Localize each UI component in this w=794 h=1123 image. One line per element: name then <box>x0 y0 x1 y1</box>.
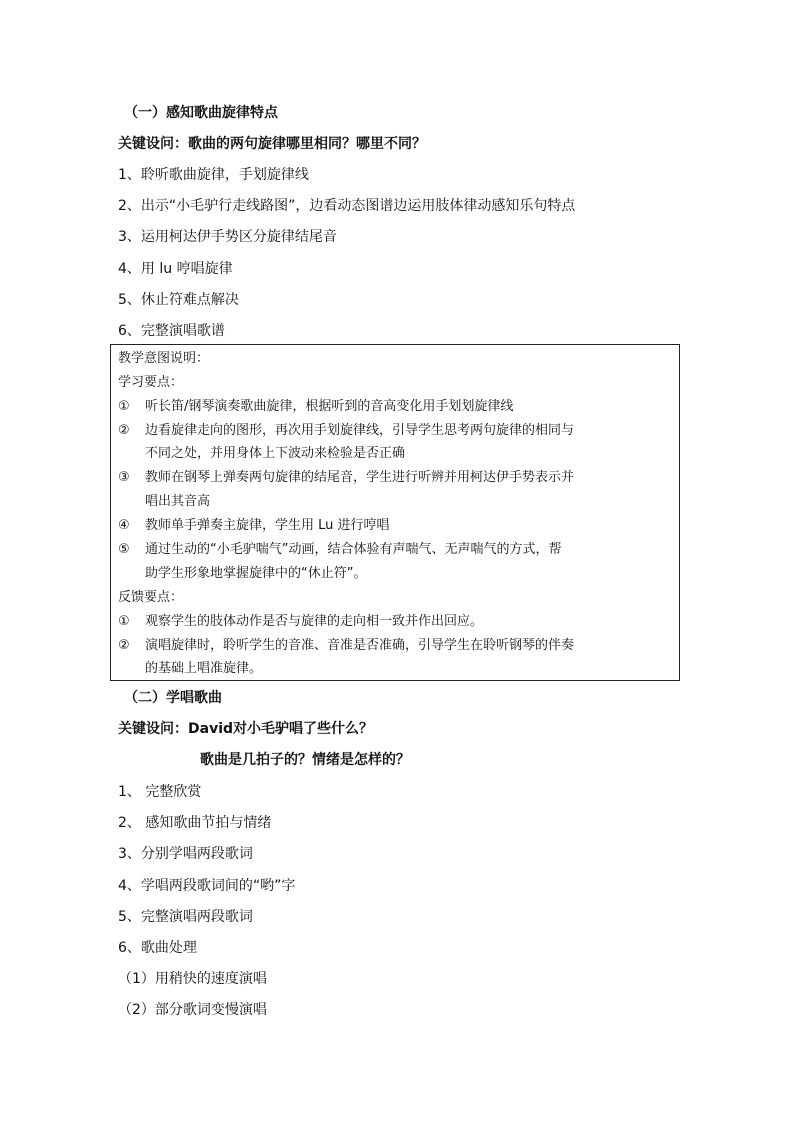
learning-point-number: ② <box>118 423 130 438</box>
learning-point-number: ⑤ <box>118 542 130 557</box>
section2-substep: （1）用稍快的速度演唱 <box>118 971 267 987</box>
learning-point-number: ③ <box>118 470 130 485</box>
feedback-point-text: 演唱旋律时，聆听学生的音准、音准是否准确，引导学生在聆听钢琴的伴奏 <box>145 638 575 653</box>
learning-point-text: 通过生动的“小毛驴喘气”动画，结合体验有声喘气、无声喘气的方式，帮 <box>145 542 562 557</box>
section1-step: 3、运用柯达伊手势区分旋律结尾音 <box>118 229 337 245</box>
learning-point-text-cont: 唱出其音高 <box>145 494 211 509</box>
learning-point-text: 教师在钢琴上弹奏两句旋律的结尾音，学生进行听辨并用柯达伊手势表示并 <box>145 470 575 485</box>
section2-step: 2、 感知歌曲节拍与情绪 <box>118 815 272 831</box>
section1-step: 6、完整演唱歌谱 <box>118 323 225 339</box>
section2-key-question: 关键设问：David对小毛驴唱了些什么？ <box>118 721 374 737</box>
section1-step: 1、聆听歌曲旋律，手划旋律线 <box>118 167 309 183</box>
intent-title: 教学意图说明： <box>118 351 210 366</box>
section2-step: 5、完整演唱两段歌词 <box>118 909 253 925</box>
learning-point-text-cont: 不同之处，并用身体上下波动来检验是否正确 <box>145 446 406 461</box>
learning-point-text: 边看旋律走向的图形，再次用手划旋律线，引导学生思考两句旋律的相同与 <box>145 423 575 438</box>
learning-points-label: 学习要点： <box>118 375 184 390</box>
section2-substep: （2）部分歌词变慢演唱 <box>118 1002 267 1018</box>
section2-key-question-2: 歌曲是几拍子的？情绪是怎样的？ <box>200 752 410 768</box>
feedback-point-text: 观察学生的肢体动作是否与旋律的走向相一致并作出回应。 <box>145 614 484 629</box>
learning-point-text: 听长笛/钢琴演奏歌曲旋律，根据听到的音高变化用手划划旋律线 <box>145 399 514 414</box>
learning-point-number: ① <box>118 399 130 414</box>
section2-step: 1、 完整欣赏 <box>118 784 202 800</box>
feedback-point-number: ① <box>118 614 130 629</box>
section1-heading: （一）感知歌曲旋律特点 <box>124 105 278 121</box>
feedback-point-text-cont: 的基础上唱准旋律。 <box>145 661 263 676</box>
feedback-points-label: 反馈要点： <box>118 590 184 605</box>
section2-step: 3、分别学唱两段歌词 <box>118 846 253 862</box>
learning-point-text: 教师单手弹奏主旋律，学生用 Lu 进行哼唱 <box>145 518 390 533</box>
feedback-point-number: ② <box>118 638 130 653</box>
section2-step: 6、歌曲处理 <box>118 940 197 956</box>
section2-heading: （二）学唱歌曲 <box>124 690 222 706</box>
section1-key-question: 关键设问：歌曲的两句旋律哪里相同？哪里不同？ <box>118 136 426 152</box>
section1-step: 5、休止符难点解决 <box>118 292 239 308</box>
section2-step: 4、学唱两段歌词间的“哟”字 <box>118 878 296 894</box>
section1-step: 4、用 lu 哼唱旋律 <box>118 261 233 277</box>
learning-point-text-cont: 助学生形象地掌握旋律中的“休止符”。 <box>145 566 367 581</box>
learning-point-number: ④ <box>118 518 130 533</box>
section1-step: 2、出示“小毛驴行走线路图”，边看动态图谱边运用肢体律动感知乐句特点 <box>118 198 576 214</box>
